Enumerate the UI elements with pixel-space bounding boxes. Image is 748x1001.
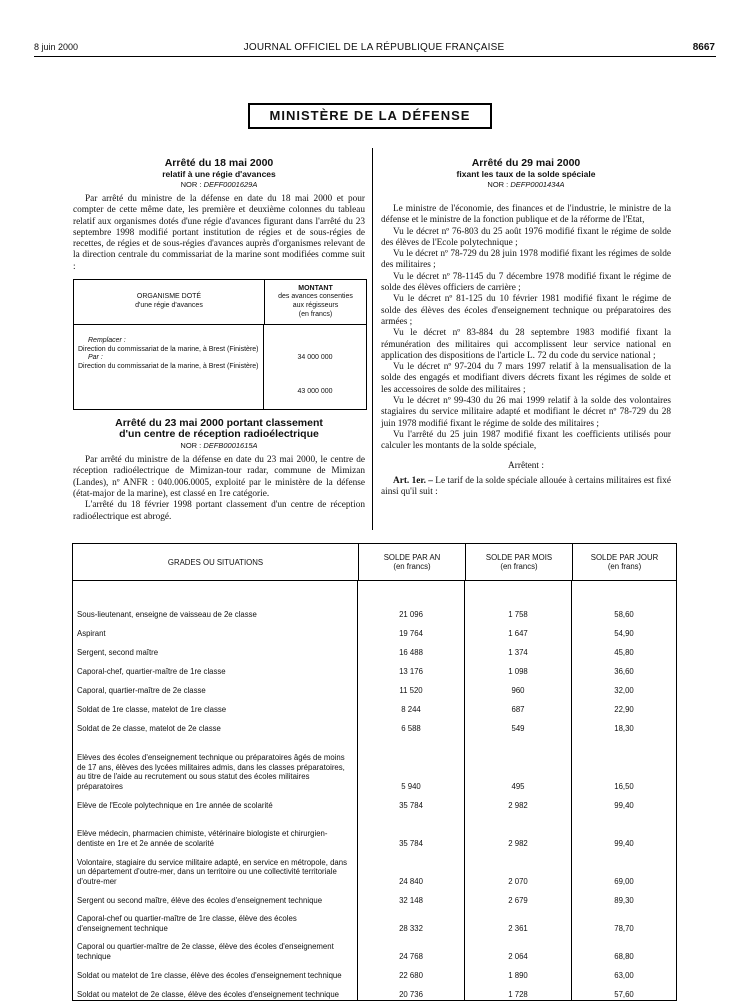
solde-jour-cell (572, 677, 676, 696)
grade-cell-text: Volontaire, stagiaire du service militaire adapté, en service en métropole, dans un département d'outre-mer, dans un territoire ou une collectivité territoriale d'outre-mer (77, 857, 348, 886)
solde-mois-cell-text: 2 070 (508, 876, 528, 886)
solde-jour-cell-text: 69,00 (614, 876, 634, 886)
grade-cell (73, 887, 358, 906)
solde-an-cell (358, 887, 465, 906)
nor-label: NOR : (180, 180, 202, 189)
solde-jour-cell-text: 99,40 (614, 800, 634, 810)
grade-cell (73, 696, 358, 715)
grade-cell (73, 792, 358, 811)
solde-an-cell (358, 962, 465, 981)
grade-cell-text: Elève médecin, pharmacien chimiste, vétérinaire biologiste et chirurgien-dentiste en 1re et 2e année de scolarité (77, 829, 328, 848)
solde-mois-cell-text: 549 (511, 723, 525, 733)
solde-an-cell-text: 24 768 (399, 951, 423, 961)
grade-cell-text: Elèves des écoles d'enseignement technique ou préparatoires âgés de moins de 17 ans, élèves des lycées militaires admis, dans les classes préparatoires, au titre de l'aide au recrutement ou sous statut des écoles militaires préparatoires (77, 753, 345, 791)
col-grades (73, 544, 359, 580)
col-an-unit: (en francs) (393, 562, 431, 571)
advances-table-body (74, 325, 366, 409)
solde-an-cell (358, 677, 465, 696)
montant-new: 43 000 000 (297, 388, 333, 396)
solde-an-cell (358, 934, 465, 962)
solde-mois-cell (465, 734, 572, 792)
table-row (73, 887, 676, 906)
solde-jour-cell (572, 934, 676, 962)
considerant: Vu l'arrêté du 25 juin 1987 modifié fixant les coefficients utilisés pour calculer les montants de la solde spéciale, (381, 429, 671, 452)
solde-an-cell-text: 21 096 (399, 609, 423, 619)
solde-an-cell (358, 734, 465, 792)
solde-jour-cell (572, 715, 676, 734)
col-solde-jour (573, 544, 676, 580)
decree2-nor (73, 440, 365, 451)
grade-cell-text: Caporal ou quartier-maître de 2e classe, élève des écoles d'enseignement technique (77, 942, 334, 961)
table-row (73, 792, 676, 811)
solde-an-cell (358, 792, 465, 811)
solde-mois-cell-text: 1 890 (508, 970, 528, 980)
solde-an-cell (358, 696, 465, 715)
solde-jour-cell-text: 89,30 (614, 895, 634, 905)
solde-jour-cell-text: 78,70 (614, 923, 634, 933)
grade-cell (73, 639, 358, 658)
grade-cell (73, 962, 358, 981)
solde-table-header (73, 544, 676, 581)
grade-cell-text: Soldat ou matelot de 1re classe, élève des écoles d'enseignement technique (77, 970, 342, 980)
solde-mois-cell (465, 696, 572, 715)
col-mois-unit: (en francs) (500, 562, 538, 571)
solde-jour-cell (572, 887, 676, 906)
decree3-subtitle: fixant les taux de la solde spéciale (456, 169, 596, 179)
solde-mois-cell (465, 677, 572, 696)
solde-jour-cell (572, 601, 676, 620)
solde-mois-cell-text: 1 758 (508, 609, 528, 619)
ministers-preamble: Le ministre de l'économie, des finances et de l'industrie, le ministre de la défense et le ministre de la fonction publique et de la réforme de l'Etat, (381, 204, 671, 226)
solde-mois-cell (465, 906, 572, 934)
table-row (73, 658, 676, 677)
grade-cell-text: Sergent, second maître (77, 647, 159, 657)
table-row (73, 677, 676, 696)
solde-jour-cell-text: 63,00 (614, 970, 634, 980)
solde-jour-cell-text: 54,90 (614, 628, 634, 638)
table-row (73, 620, 676, 639)
col-mois-title: SOLDE PAR MOIS (485, 553, 553, 562)
solde-jour-cell-text: 45,80 (614, 647, 634, 657)
grade-cell-text: Caporal, quartier-maître de 2e classe (77, 685, 206, 695)
decree2-title-line2: d'un centre de réception radioélectrique (119, 428, 319, 441)
solde-an-cell-text: 35 784 (399, 838, 423, 848)
solde-an-cell-text: 35 784 (399, 800, 423, 810)
table-row (73, 639, 676, 658)
col-organisme-sub: d'une régie d'avances (135, 302, 203, 310)
grade-cell (73, 620, 358, 639)
advances-table (73, 279, 367, 410)
grade-cell (73, 677, 358, 696)
nor-label: NOR : (180, 441, 202, 451)
col-organisme (74, 280, 265, 324)
solde-an-cell-text: 13 176 (399, 666, 423, 676)
advances-table-header (74, 280, 366, 325)
col-solde-an (359, 544, 466, 580)
solde-jour-cell (572, 849, 676, 887)
montant-old: 34 000 000 (297, 354, 333, 362)
table-row (73, 811, 676, 849)
table-row (73, 734, 676, 792)
organisme-old: Direction du commissariat de la marine, à Brest (Finistère) (78, 345, 259, 353)
col-organisme-title: ORGANISME DOTÉ (136, 293, 202, 301)
solde-jour-cell (572, 811, 676, 849)
considerant: Vu le décret nº 83-884 du 28 septembre 1983 modifié fixant la rémunération des militaires qui accomplissent leur service national en application des dispositions de l'article L. 72 du code du service national ; (381, 328, 671, 361)
solde-an-cell-text: 28 332 (399, 923, 423, 933)
considerant: Vu le décret nº 76-803 du 25 août 1976 modifié fixant le régime de solde des élèves de l'Ecole polytechnique ; (381, 226, 671, 248)
decree1-nor (73, 179, 365, 190)
solde-jour-cell-text: 57,60 (614, 989, 634, 999)
solde-mois-cell (465, 792, 572, 811)
solde-an-cell-text: 6 588 (401, 723, 421, 733)
table-row (73, 715, 676, 734)
solde-jour-cell-text: 16,50 (614, 781, 634, 791)
solde-jour-cell (572, 734, 676, 792)
solde-mois-cell (465, 811, 572, 849)
page-number: 8667 (692, 42, 715, 53)
nor-code: DEFP0001434A (510, 180, 565, 189)
solde-jour-cell (572, 792, 676, 811)
article-1-text: Le tarif de la solde spéciale allouée à certains militaires est fixé ainsi qu'il suit : (381, 475, 671, 498)
solde-jour-cell (572, 620, 676, 639)
grade-cell (73, 734, 358, 792)
solde-an-cell-text: 8 244 (401, 704, 421, 714)
col-montant (265, 280, 366, 324)
solde-mois-cell-text: 2 982 (508, 838, 528, 848)
grade-cell-text: Soldat de 1re classe, matelot de 1re classe (77, 704, 227, 714)
table-row (73, 906, 676, 934)
solde-mois-cell-text: 1 728 (508, 989, 528, 999)
solde-an-cell-text: 20 736 (399, 989, 423, 999)
solde-jour-cell (572, 658, 676, 677)
solde-mois-cell (465, 620, 572, 639)
solde-mois-cell (465, 981, 572, 1000)
grade-cell-text: Soldat ou matelot de 2e classe, élève des écoles d'enseignement technique (77, 989, 339, 999)
table-row (73, 934, 676, 962)
decree1-title: Arrêté du 18 mai 2000 (164, 157, 274, 169)
decree2-para1: Par arrêté du ministre de la défense en date du 23 mai 2000, le centre de réception radioélectrique de Mimizan-tour radar, commune de Mimizan (Landes), nº ANFR : 040.006.0005, exploité par le ministère de la défense (état-major de la marine), est classé en 1re catégorie. (73, 455, 365, 499)
nor-label: NOR : (487, 180, 509, 189)
solde-mois-cell (465, 639, 572, 658)
right-column (381, 158, 671, 498)
col-jour-unit: (en frans) (607, 562, 642, 571)
col-montant-sub2: aux régisseurs (292, 302, 339, 310)
solde-an-cell (358, 601, 465, 620)
decree3-nor (381, 179, 671, 190)
decree2-para2: L'arrêté du 18 février 1998 portant classement d'un centre de réception radioélectrique est abrogé. (73, 500, 365, 522)
column-separator (372, 148, 373, 530)
decree1-body: Par arrêté du ministre de la défense en date du 18 mai 2000 et pour compter de cette même date, les première et deuxième colonnes du tableau relatif aux organismes dotés d'une régie d'avances figurant dans l'arrêté du 23 septembre 1998 modifié portant institution de régies et de sous-régies de recettes, de régies et de sous-régies d'avances auprès d'organismes relevant de la direction centrale du commissariat de la marine sont modifiées comme suit : (73, 194, 365, 272)
col-jour-title: SOLDE PAR JOUR (590, 553, 659, 562)
remplacer-label: Remplacer : (88, 337, 126, 345)
solde-an-cell (358, 811, 465, 849)
decree3-considerants (381, 204, 671, 453)
col-an-title: SOLDE PAR AN (383, 553, 441, 562)
grade-cell (73, 934, 358, 962)
solde-mois-cell-text: 2 064 (508, 951, 528, 961)
table-spacer (73, 581, 676, 601)
solde-jour-cell-text: 18,30 (614, 723, 634, 733)
solde-mois-cell-text: 687 (511, 704, 525, 714)
solde-jour-cell (572, 906, 676, 934)
solde-jour-cell (572, 962, 676, 981)
montant-cell (264, 325, 366, 409)
grade-cell-text: Sergent ou second maître, élève des écoles d'enseignement technique (77, 895, 323, 905)
solde-an-cell-text: 22 680 (399, 970, 423, 980)
solde-an-cell-text: 5 940 (401, 781, 421, 791)
col-montant-sub1: des avances consenties (278, 293, 353, 301)
solde-jour-cell-text: 68,80 (614, 951, 634, 961)
considerant: Vu le décret nº 99-430 du 26 mai 1999 relatif à la solde des volontaires stagiaires du service militaire adapté et modifiant le décret nº 78-729 du 28 juin 1978 modifié fixant le régime de solde des militaires ; (381, 396, 671, 429)
table-row (73, 981, 676, 1000)
solde-an-cell-text: 32 148 (399, 895, 423, 905)
table-row (73, 849, 676, 887)
table-row (73, 696, 676, 715)
grade-cell (73, 906, 358, 934)
solde-mois-cell-text: 1 374 (508, 647, 528, 657)
solde-mois-cell-text: 2 982 (508, 800, 528, 810)
solde-mois-cell-text: 1 647 (508, 628, 528, 638)
left-column (73, 158, 365, 523)
grade-cell-text: Caporal-chef ou quartier-maître de 1re classe, élève des écoles d'enseignement technique (77, 914, 297, 933)
solde-an-cell (358, 658, 465, 677)
col-montant-title: MONTANT (298, 284, 333, 292)
decree1-subtitle: relatif à une régie d'avances (162, 169, 276, 179)
grade-cell (73, 849, 358, 887)
solde-table (72, 543, 677, 1001)
considerant: Vu le décret nº 78-1145 du 7 décembre 1978 modifié fixant le régime de solde des élèves officiers de carrière ; (381, 271, 671, 294)
solde-mois-cell (465, 658, 572, 677)
grade-cell-text: Elève de l'Ecole polytechnique en 1re année de scolarité (77, 800, 273, 810)
article-1-label: Art. 1er. – (393, 475, 433, 486)
organisme-cell (74, 325, 264, 409)
col-montant-sub3: (en francs) (298, 310, 333, 318)
table-row (73, 601, 676, 620)
solde-mois-cell (465, 934, 572, 962)
considerant: Vu le décret nº 78-729 du 28 juin 1978 modifié fixant les régimes de solde des militaires ; (381, 249, 671, 271)
solde-jour-cell-text: 22,90 (614, 704, 634, 714)
grade-cell (73, 658, 358, 677)
solde-mois-cell (465, 601, 572, 620)
header-date: 8 juin 2000 (34, 42, 79, 52)
solde-an-cell-text: 24 840 (399, 876, 423, 886)
solde-jour-cell (572, 639, 676, 658)
solde-jour-cell (572, 696, 676, 715)
grade-cell (73, 601, 358, 620)
solde-mois-cell (465, 887, 572, 906)
solde-mois-cell-text: 1 098 (508, 666, 528, 676)
considerant: Vu le décret nº 97-204 du 7 mars 1997 relatif à la mensualisation de la solde des engagés et modifiant divers décrets fixant les régimes de solde et les accessoires de solde des militaires ; (381, 362, 671, 395)
solde-an-cell-text: 19 764 (399, 628, 423, 638)
solde-an-cell-text: 16 488 (399, 647, 423, 657)
grade-cell (73, 715, 358, 734)
solde-jour-cell-text: 99,40 (614, 838, 634, 848)
col-solde-mois (466, 544, 573, 580)
grade-cell-text: Sous-lieutenant, enseigne de vaisseau de 2e classe (77, 609, 257, 619)
grade-cell (73, 811, 358, 849)
solde-jour-cell (572, 981, 676, 1000)
solde-jour-cell-text: 36,60 (614, 666, 634, 676)
solde-an-cell (358, 620, 465, 639)
article-1 (381, 476, 671, 499)
grade-cell-text: Caporal-chef, quartier-maître de 1re classe (77, 666, 226, 676)
solde-jour-cell-text: 32,00 (614, 685, 634, 695)
solde-mois-cell (465, 715, 572, 734)
journal-title: JOURNAL OFFICIEL DE LA RÉPUBLIQUE FRANÇAISE (243, 42, 505, 53)
solde-table-body (73, 601, 676, 1000)
solde-an-cell (358, 849, 465, 887)
solde-mois-cell (465, 849, 572, 887)
ministry-heading: MINISTÈRE DE LA DÉFENSE (248, 103, 492, 129)
solde-mois-cell-text: 960 (511, 685, 525, 695)
solde-an-cell (358, 906, 465, 934)
solde-jour-cell-text: 58,60 (614, 609, 634, 619)
solde-an-cell-text: 11 520 (399, 685, 423, 695)
solde-mois-cell-text: 495 (511, 781, 525, 791)
grade-cell (73, 981, 358, 1000)
nor-code: DEFB0001615A (203, 441, 258, 451)
col-grades-title: GRADES OU SITUATIONS (167, 557, 264, 567)
arretent-line: Arrêtent : (508, 460, 544, 471)
solde-mois-cell (465, 962, 572, 981)
solde-an-cell (358, 981, 465, 1000)
organisme-new: Direction du commissariat de la marine, à Brest (Finistère) (78, 362, 259, 370)
par-label: Par : (88, 354, 103, 362)
solde-mois-cell-text: 2 679 (508, 895, 528, 905)
decree3-title: Arrêté du 29 mai 2000 (471, 157, 581, 169)
grade-cell-text: Aspirant (77, 628, 106, 638)
nor-code: DEFF0001629A (203, 180, 258, 189)
table-row (73, 962, 676, 981)
decree2-title-line1: Arrêté du 23 mai 2000 portant classement (115, 417, 323, 430)
solde-an-cell (358, 639, 465, 658)
grade-cell-text: Soldat de 2e classe, matelot de 2e classe (77, 723, 221, 733)
solde-mois-cell-text: 2 361 (508, 923, 528, 933)
header-rule (34, 56, 716, 57)
solde-an-cell (358, 715, 465, 734)
considerant: Vu le décret nº 81-125 du 10 février 1981 modifié fixant le régime de solde des élèves des écoles d'enseignement technique ou préparatoires des armées ; (381, 294, 671, 327)
